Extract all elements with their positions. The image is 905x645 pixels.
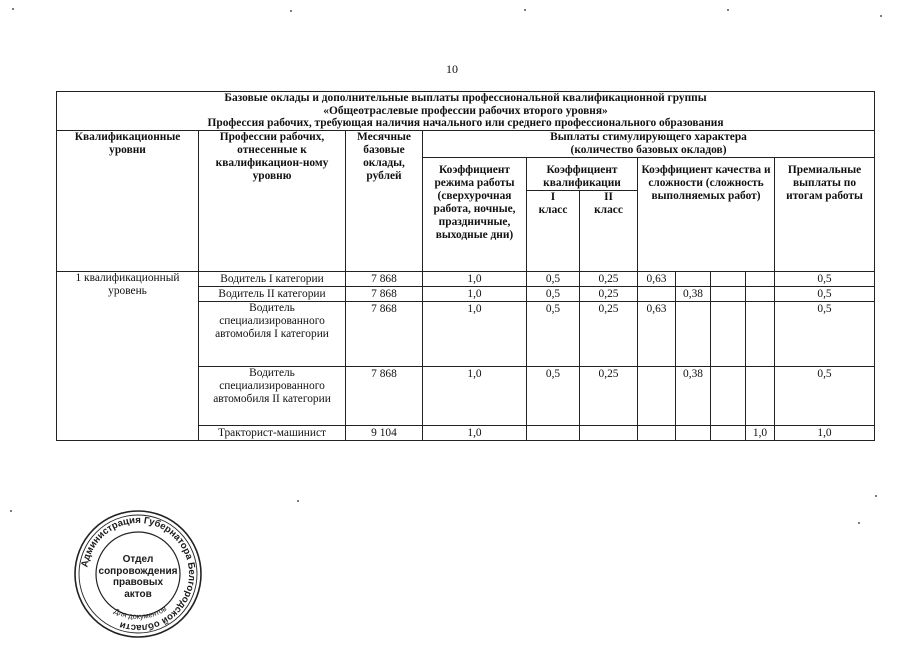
bonus-cell: 0,5 [775,367,875,426]
quality-cell-4: 1,0 [746,426,775,441]
page-number: 10 [446,62,458,76]
class2-cell: 0,25 [580,302,638,367]
quality-cell-3 [711,287,746,302]
mode-cell: 1,0 [423,287,527,302]
scan-speck [10,510,12,512]
bonus-cell: 0,5 [775,302,875,367]
scan-speck [880,15,882,17]
salary-cell: 7 868 [346,272,423,287]
stamp-bottom-text: Для документов [112,603,169,621]
quality-cell-1 [638,287,676,302]
profession-cell: Водитель II категории [199,287,346,302]
class1-cell: 0,5 [527,287,580,302]
stamp-center-line-3: правовых [112,577,164,588]
class1-cell: 0,5 [527,302,580,367]
mode-cell: 1,0 [423,426,527,441]
stamp-center-line-4: актов [124,588,152,600]
salary-cell: 9 104 [346,426,423,441]
class1-cell [527,426,580,441]
header-salary: Месячные базовые оклады, рублей [346,131,423,272]
scan-speck [290,10,292,12]
quality-cell-3 [711,272,746,287]
header-qual-coef: Коэффициент квалификации [527,158,638,191]
quality-cell-4 [746,302,775,367]
class1-cell: 0,5 [527,272,580,287]
header-levels: Квалификационные уровни [57,131,199,272]
profession-cell: Водитель специализированного автомобиля I категории [199,302,346,367]
scan-speck [875,495,877,497]
caption-line-2: «Общеотраслевые профессии рабочих второго уровня» [323,104,608,117]
stamp-center-line-1: Отдел [122,554,154,565]
class2-cell: 0,25 [580,272,638,287]
profession-cell: Водитель I категории [199,272,346,287]
class2-cell: 0,25 [580,367,638,426]
bonus-cell: 1,0 [775,426,875,441]
scan-speck [727,9,729,11]
scan-speck [858,522,860,524]
quality-cell-4 [746,272,775,287]
scan-speck [297,500,299,502]
official-stamp [72,508,204,640]
salary-cell: 7 868 [346,302,423,367]
bonus-cell: 0,5 [775,272,875,287]
scan-speck [524,9,526,11]
quality-cell-2 [676,302,711,367]
header-class-2: II класс [580,191,638,272]
stamp-ring-text: Администрация Губернатора Белгородской области [79,514,198,634]
caption-line-3: Профессия рабочих, требующая наличия начального или среднего профессионального образования [207,117,724,129]
table-row [57,272,875,287]
salary-cell: 7 868 [346,367,423,426]
quality-cell-1 [638,367,676,426]
class1-cell: 0,5 [527,367,580,426]
mode-cell: 1,0 [423,272,527,287]
quality-cell-3 [711,367,746,426]
table-caption-row [57,92,875,131]
header-bonus: Премиальные выплаты по итогам работы [775,158,875,272]
quality-cell-4 [746,367,775,426]
quality-cell-2 [676,426,711,441]
profession-cell: Водитель специализированного автомобиля II категории [199,367,346,426]
quality-cell-1 [638,426,676,441]
salary-cell: 7 868 [346,287,423,302]
header-class-1: I класс [527,191,580,272]
quality-cell-2: 0,38 [676,367,711,426]
mode-cell: 1,0 [423,302,527,367]
stamp-center-line-2: сопровождения [98,565,178,577]
class2-cell [580,426,638,441]
header-row-1 [57,131,875,158]
class2-cell: 0,25 [580,287,638,302]
quality-cell-4 [746,287,775,302]
quality-cell-3 [711,302,746,367]
quality-cell-1: 0,63 [638,272,676,287]
quality-cell-3 [711,426,746,441]
profession-cell: Тракторист-машинист [199,426,346,441]
level-name: 1 квалификационный уровень [57,272,199,441]
header-professions: Профессии рабочих, отнесенные к квалификацион-ному уровню [199,131,346,272]
header-mode-coef: Коэффициент режима работы (сверхурочная работа, ночные, праздничные, выходные дни) [423,158,527,272]
header-quality-coef: Коэффициент качества и сложности (сложность выполняемых работ) [638,158,775,272]
quality-cell-2: 0,38 [676,287,711,302]
caption-line-1: Базовые оклады и дополнительные выплаты профессиональной квалификационной группы [224,92,707,104]
quality-cell-1: 0,63 [638,302,676,367]
bonus-cell: 0,5 [775,287,875,302]
quality-cell-2 [676,272,711,287]
salary-table [56,91,875,441]
scan-speck [12,8,14,10]
mode-cell: 1,0 [423,367,527,426]
header-stimulus: Выплаты стимулирующего характера (количество базовых окладов) [423,131,875,158]
